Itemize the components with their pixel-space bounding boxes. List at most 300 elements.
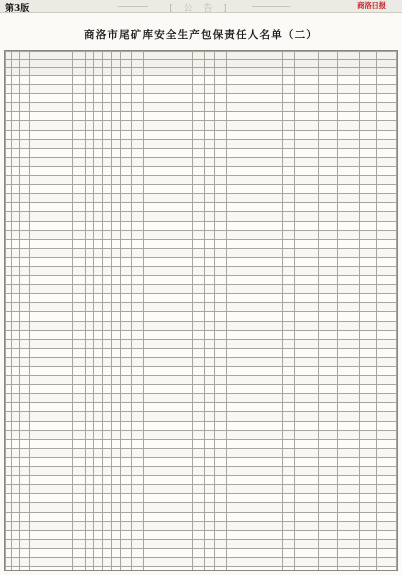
table-cell [376, 276, 396, 285]
table-cell [30, 476, 73, 485]
table-cell [73, 457, 85, 466]
table-cell [102, 157, 111, 166]
table-cell [205, 230, 215, 239]
table-cell [227, 185, 282, 194]
table-cell [215, 76, 227, 85]
table-cell [319, 348, 337, 357]
table-cell [85, 239, 93, 248]
table-cell [20, 439, 30, 448]
table-cell [30, 157, 73, 166]
table-cell [93, 557, 102, 566]
table-cell [360, 76, 376, 85]
table-row [6, 394, 397, 403]
table-cell [337, 157, 359, 166]
table-cell [360, 276, 376, 285]
table-cell [20, 130, 30, 139]
header-cell [102, 68, 111, 76]
table-cell [30, 430, 73, 439]
table-cell [85, 457, 93, 466]
table-cell [93, 448, 102, 457]
table-cell [121, 266, 131, 275]
table-cell [282, 348, 294, 357]
table-cell [294, 221, 319, 230]
table-cell [227, 230, 282, 239]
table-cell [143, 339, 192, 348]
table-cell [131, 530, 143, 539]
table-cell [112, 567, 121, 571]
table-row [6, 476, 397, 485]
table-cell [85, 203, 93, 212]
table-cell [73, 494, 85, 503]
table-cell [227, 330, 282, 339]
table-cell [360, 348, 376, 357]
table-cell [282, 339, 294, 348]
table-cell [85, 166, 93, 175]
table-cell [294, 121, 319, 130]
table-cell [337, 194, 359, 203]
table-cell [121, 385, 131, 394]
table-cell [93, 539, 102, 548]
header-cell [121, 60, 131, 68]
table-cell [12, 503, 20, 512]
table-cell [131, 203, 143, 212]
table-cell [30, 276, 73, 285]
table-cell [360, 412, 376, 421]
table-cell [93, 494, 102, 503]
table-cell [282, 176, 294, 185]
table-cell [112, 521, 121, 530]
table-cell [227, 530, 282, 539]
table-cell [294, 448, 319, 457]
table-cell [73, 448, 85, 457]
table-cell [121, 357, 131, 366]
header-cell [93, 68, 102, 76]
table-cell [192, 203, 204, 212]
table-cell [20, 285, 30, 294]
table-cell [282, 321, 294, 330]
table-cell [121, 76, 131, 85]
table-cell [131, 485, 143, 494]
table-cell [102, 485, 111, 494]
table-cell [30, 339, 73, 348]
table-cell [12, 294, 20, 303]
table-cell [376, 294, 396, 303]
table-cell [12, 530, 20, 539]
table-cell [85, 139, 93, 148]
table-cell [102, 330, 111, 339]
header-cell [215, 52, 227, 60]
table-cell [73, 439, 85, 448]
table-cell [282, 85, 294, 94]
table-cell [319, 521, 337, 530]
responsibility-grid [5, 51, 397, 571]
table-cell [192, 312, 204, 321]
table-cell [102, 376, 111, 385]
table-cell [376, 539, 396, 548]
table-cell [112, 266, 121, 275]
table-cell [143, 394, 192, 403]
table-cell [319, 494, 337, 503]
table-cell [143, 530, 192, 539]
table-cell [294, 248, 319, 257]
header-cell [319, 60, 337, 68]
table-cell [102, 185, 111, 194]
table-cell [112, 239, 121, 248]
table-cell [73, 503, 85, 512]
table-cell [337, 312, 359, 321]
table-cell [131, 494, 143, 503]
table-cell [227, 457, 282, 466]
table-cell [360, 94, 376, 103]
table-cell [73, 112, 85, 121]
table-cell [360, 321, 376, 330]
table-cell [73, 539, 85, 548]
table-cell [282, 476, 294, 485]
table-cell [192, 239, 204, 248]
table-cell [376, 448, 396, 457]
table-cell [282, 494, 294, 503]
table-cell [85, 112, 93, 121]
table-cell [294, 303, 319, 312]
table-cell [192, 294, 204, 303]
table-cell [112, 557, 121, 566]
table-cell [192, 121, 204, 130]
table-cell [85, 157, 93, 166]
table-cell [20, 257, 30, 266]
table-cell [121, 430, 131, 439]
table-cell [337, 367, 359, 376]
table-cell [360, 157, 376, 166]
table-cell [112, 130, 121, 139]
header-cell [215, 68, 227, 76]
table-cell [12, 494, 20, 503]
table-cell [20, 212, 30, 221]
table-cell [282, 367, 294, 376]
table-cell [337, 166, 359, 175]
table-cell [319, 212, 337, 221]
table-cell [102, 166, 111, 175]
table-cell [376, 76, 396, 85]
table-cell [30, 421, 73, 430]
table-cell [376, 557, 396, 566]
table-cell [12, 266, 20, 275]
table-cell [143, 521, 192, 530]
table-cell [319, 203, 337, 212]
table-cell [376, 266, 396, 275]
table-cell [192, 185, 204, 194]
table-cell [143, 348, 192, 357]
table-cell [12, 485, 20, 494]
table-cell [121, 294, 131, 303]
table-cell [85, 557, 93, 566]
table-cell [192, 403, 204, 412]
table-cell [121, 139, 131, 148]
table-cell [12, 376, 20, 385]
table-cell [360, 530, 376, 539]
table-cell [112, 385, 121, 394]
table-cell [93, 457, 102, 466]
table-cell [227, 357, 282, 366]
table-cell [131, 139, 143, 148]
table-cell [20, 421, 30, 430]
header-cell [227, 68, 282, 76]
section-title: [ 公 告 ] [169, 4, 231, 14]
table-cell [215, 376, 227, 385]
table-cell [73, 221, 85, 230]
table-cell [215, 512, 227, 521]
table-cell [294, 321, 319, 330]
table-row [6, 448, 397, 457]
table-cell [282, 567, 294, 571]
table-cell [102, 148, 111, 157]
table-cell [319, 567, 337, 571]
table-cell [12, 421, 20, 430]
table-cell [112, 530, 121, 539]
table-cell [12, 130, 20, 139]
table-cell [282, 276, 294, 285]
table-cell [337, 521, 359, 530]
header-cell [205, 52, 215, 60]
table-cell [227, 548, 282, 557]
table-cell [121, 285, 131, 294]
table-cell [20, 476, 30, 485]
table-cell [143, 248, 192, 257]
table-cell [12, 403, 20, 412]
table-cell [112, 485, 121, 494]
table-cell [12, 185, 20, 194]
header-cell [360, 68, 376, 76]
table-cell [102, 221, 111, 230]
table-cell [143, 94, 192, 103]
table-cell [12, 157, 20, 166]
table-cell [85, 512, 93, 521]
table-cell [143, 148, 192, 157]
table-cell [20, 321, 30, 330]
table-cell [131, 567, 143, 571]
table-cell [143, 385, 192, 394]
table-cell [12, 166, 20, 175]
table-cell [215, 439, 227, 448]
table-cell [85, 76, 93, 85]
table-cell [12, 303, 20, 312]
table-cell [319, 557, 337, 566]
table-cell [131, 194, 143, 203]
table-cell [360, 103, 376, 112]
table-cell [376, 285, 396, 294]
table-cell [121, 257, 131, 266]
table-cell [30, 485, 73, 494]
table-row [6, 85, 397, 94]
table-cell [192, 330, 204, 339]
table-cell [192, 485, 204, 494]
table-cell [20, 76, 30, 85]
table-cell [376, 85, 396, 94]
table-cell [337, 412, 359, 421]
table-cell [319, 367, 337, 376]
table-cell [319, 285, 337, 294]
table-cell [360, 448, 376, 457]
table-cell [205, 294, 215, 303]
table-cell [102, 76, 111, 85]
table-cell [85, 276, 93, 285]
table-cell [319, 503, 337, 512]
table-cell [20, 166, 30, 175]
header-cell [319, 52, 337, 60]
table-cell [102, 357, 111, 366]
table-cell [215, 203, 227, 212]
table-row [6, 248, 397, 257]
table-cell [143, 194, 192, 203]
header-cell [102, 52, 111, 60]
table-cell [85, 394, 93, 403]
table-cell [20, 194, 30, 203]
table-row [6, 112, 397, 121]
table-cell [30, 294, 73, 303]
table-cell [376, 394, 396, 403]
table-cell [319, 512, 337, 521]
table-cell [337, 257, 359, 266]
table-cell [294, 330, 319, 339]
table-row [6, 457, 397, 466]
table-cell [319, 421, 337, 430]
table-cell [376, 166, 396, 175]
table-cell [12, 367, 20, 376]
table-cell [112, 467, 121, 476]
table-cell [227, 385, 282, 394]
table-cell [215, 148, 227, 157]
table-cell [73, 194, 85, 203]
table-row [6, 539, 397, 548]
table-row [6, 412, 397, 421]
header-cell [131, 52, 143, 60]
table-cell [215, 276, 227, 285]
table-cell [85, 212, 93, 221]
table-cell [30, 230, 73, 239]
table-cell [30, 303, 73, 312]
table-cell [73, 557, 85, 566]
table-cell [85, 221, 93, 230]
table-cell [73, 385, 85, 394]
table-cell [205, 203, 215, 212]
table-cell [131, 257, 143, 266]
table-cell [337, 285, 359, 294]
table-cell [215, 266, 227, 275]
table-row [6, 166, 397, 175]
table-cell [73, 367, 85, 376]
table-cell [360, 557, 376, 566]
header-cell [131, 60, 143, 68]
table-cell [360, 512, 376, 521]
table-cell [360, 266, 376, 275]
table-cell [294, 539, 319, 548]
table-cell [215, 448, 227, 457]
table-cell [73, 330, 85, 339]
table-cell [282, 557, 294, 566]
table-cell [319, 357, 337, 366]
table-cell [205, 330, 215, 339]
table-cell [93, 203, 102, 212]
table-cell [30, 412, 73, 421]
table-cell [376, 503, 396, 512]
table-cell [12, 548, 20, 557]
table-cell [376, 339, 396, 348]
table-cell [93, 348, 102, 357]
table-cell [215, 403, 227, 412]
table-cell [192, 276, 204, 285]
table-cell [227, 76, 282, 85]
table-cell [215, 503, 227, 512]
table-cell [360, 194, 376, 203]
table-cell [205, 103, 215, 112]
table-cell [227, 94, 282, 103]
table-cell [102, 457, 111, 466]
table-cell [102, 348, 111, 357]
table-cell [93, 230, 102, 239]
table-cell [121, 212, 131, 221]
table-cell [131, 303, 143, 312]
table-cell [319, 467, 337, 476]
table-row [6, 176, 397, 185]
table-cell [294, 157, 319, 166]
table-cell [319, 394, 337, 403]
table-cell [85, 448, 93, 457]
table-cell [294, 85, 319, 94]
table-cell [376, 239, 396, 248]
table-cell [294, 257, 319, 266]
table-cell [282, 457, 294, 466]
table-cell [131, 212, 143, 221]
table-cell [294, 94, 319, 103]
table-cell [215, 121, 227, 130]
table-cell [205, 457, 215, 466]
table-cell [215, 467, 227, 476]
table-cell [337, 212, 359, 221]
table-cell [192, 421, 204, 430]
table-row [6, 421, 397, 430]
table-cell [20, 567, 30, 571]
table-cell [102, 548, 111, 557]
table-cell [192, 112, 204, 121]
table-cell [337, 248, 359, 257]
table-cell [131, 248, 143, 257]
table-cell [30, 121, 73, 130]
table-row [6, 103, 397, 112]
table-cell [30, 85, 73, 94]
table-cell [143, 512, 192, 521]
table-cell [20, 367, 30, 376]
table-cell [337, 112, 359, 121]
table-cell [131, 430, 143, 439]
table-row [6, 357, 397, 366]
header-cell [102, 60, 111, 68]
table-cell [12, 257, 20, 266]
header-cell [215, 60, 227, 68]
page-header-bar [0, 0, 402, 13]
table-cell [205, 248, 215, 257]
table-cell [143, 303, 192, 312]
table-cell [131, 121, 143, 130]
table-cell [282, 103, 294, 112]
table-cell [73, 285, 85, 294]
table-cell [227, 503, 282, 512]
table-cell [376, 376, 396, 385]
table-cell [205, 430, 215, 439]
table-cell [319, 230, 337, 239]
table-cell [215, 85, 227, 94]
table-cell [337, 203, 359, 212]
table-cell [131, 348, 143, 357]
table-row [6, 567, 397, 571]
